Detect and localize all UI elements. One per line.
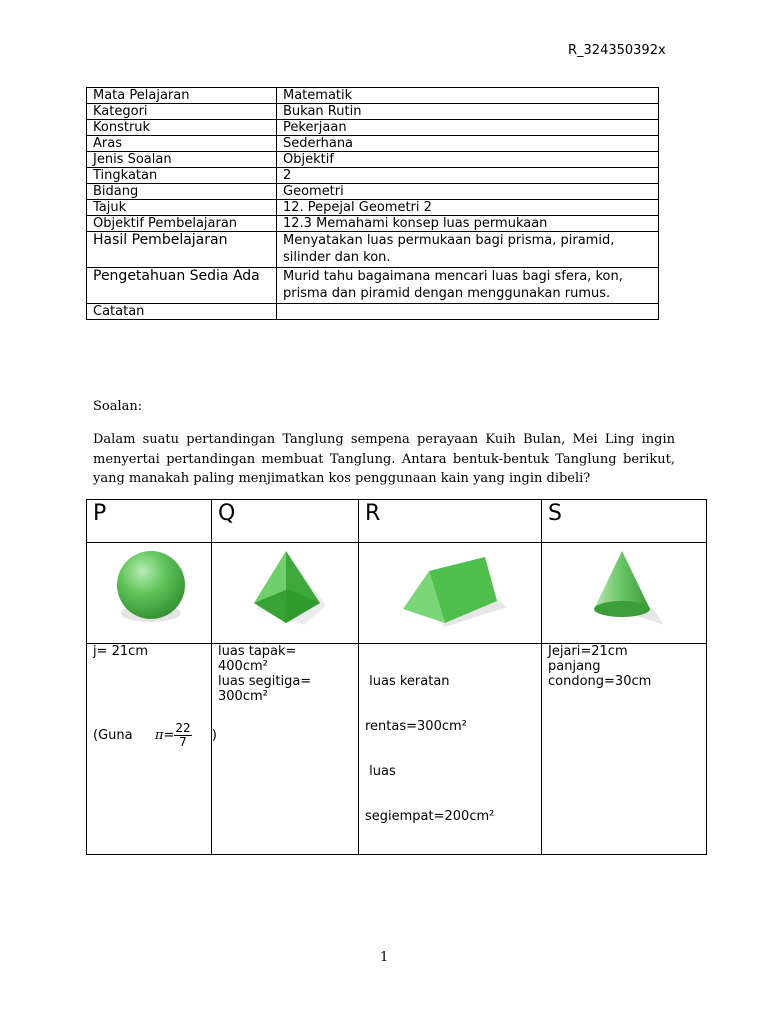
pi-equals: = bbox=[163, 728, 175, 743]
option-text bbox=[359, 644, 542, 855]
option-line: luas bbox=[365, 764, 396, 779]
table-row bbox=[87, 88, 659, 104]
option-image-row bbox=[87, 543, 707, 644]
meta-key: Jenis Soalan bbox=[87, 152, 277, 168]
pyramid-icon bbox=[230, 543, 340, 639]
fraction-numerator: 22 bbox=[175, 721, 191, 735]
table-row bbox=[87, 232, 659, 268]
meta-key: Tajuk bbox=[87, 200, 277, 216]
page-number: 1 bbox=[380, 950, 389, 965]
option-line: 300cm² bbox=[218, 689, 268, 704]
options-table bbox=[86, 499, 707, 855]
meta-value: 2 bbox=[277, 168, 659, 184]
meta-key: Kategori bbox=[87, 104, 277, 120]
option-text-row bbox=[87, 644, 707, 855]
meta-key: Objektif Pembelajaran bbox=[87, 216, 277, 232]
table-row bbox=[87, 120, 659, 136]
meta-value: Objektif bbox=[277, 152, 659, 168]
table-row bbox=[87, 168, 659, 184]
meta-value: Bukan Rutin bbox=[277, 104, 659, 120]
question-label: Soalan: bbox=[93, 399, 143, 414]
sphere-icon bbox=[99, 543, 199, 639]
meta-key: Tingkatan bbox=[87, 168, 277, 184]
option-line: panjang bbox=[548, 659, 601, 674]
option-label: Q bbox=[212, 500, 359, 543]
pi-symbol: π bbox=[154, 728, 164, 743]
meta-value: Menyatakan luas permukaan bagi prisma, piramid, silinder dan kon. bbox=[277, 232, 659, 268]
meta-value: Geometri bbox=[277, 184, 659, 200]
option-image-cell bbox=[212, 543, 359, 644]
option-image-cell bbox=[542, 543, 707, 644]
meta-value bbox=[277, 304, 659, 320]
option-line: segiempat=200cm² bbox=[365, 809, 495, 824]
pi-note-prefix: (Guna bbox=[93, 728, 133, 743]
option-line: luas segitiga= bbox=[218, 674, 312, 689]
meta-value: Matematik bbox=[277, 88, 659, 104]
fraction-denominator: 7 bbox=[179, 735, 187, 749]
table-row bbox=[87, 304, 659, 320]
pi-note bbox=[93, 722, 217, 749]
option-text bbox=[87, 644, 212, 855]
option-line: 400cm² bbox=[218, 659, 268, 674]
option-line: j= 21cm bbox=[93, 644, 148, 659]
meta-value: 12.3 Memahami konsep luas permukaan bbox=[277, 216, 659, 232]
table-row bbox=[87, 268, 659, 304]
table-row bbox=[87, 152, 659, 168]
pi-note-suffix: ) bbox=[211, 728, 217, 743]
option-label: S bbox=[542, 500, 707, 543]
option-line: condong=30cm bbox=[548, 674, 652, 689]
meta-value: Sederhana bbox=[277, 136, 659, 152]
meta-key: Hasil Pembelajaran bbox=[87, 232, 277, 268]
meta-key: Bidang bbox=[87, 184, 277, 200]
metadata-table bbox=[86, 87, 659, 320]
meta-key: Pengetahuan Sedia Ada bbox=[87, 268, 277, 304]
meta-key: Konstruk bbox=[87, 120, 277, 136]
cone-icon bbox=[574, 543, 674, 639]
document-id: R_324350392x bbox=[568, 43, 666, 58]
table-row bbox=[87, 200, 659, 216]
option-line: luas tapak= bbox=[218, 644, 297, 659]
pi-fraction bbox=[174, 722, 191, 749]
option-text bbox=[212, 644, 359, 855]
option-text bbox=[542, 644, 707, 855]
table-row bbox=[87, 216, 659, 232]
option-label: R bbox=[359, 500, 542, 543]
option-image-cell bbox=[359, 543, 542, 644]
table-row bbox=[87, 184, 659, 200]
option-line: Jejari=21cm bbox=[548, 644, 628, 659]
meta-value: Pekerjaan bbox=[277, 120, 659, 136]
meta-value: 12. Pepejal Geometri 2 bbox=[277, 200, 659, 216]
meta-key: Mata Pelajaran bbox=[87, 88, 277, 104]
prism-icon bbox=[385, 543, 515, 639]
meta-value: Murid tahu bagaimana mencari luas bagi sfera, kon, prisma dan piramid dengan menggunakan rumus. bbox=[277, 268, 659, 304]
option-label: P bbox=[87, 500, 212, 543]
option-line: rentas=300cm² bbox=[365, 719, 467, 734]
table-row bbox=[87, 104, 659, 120]
question-text: Dalam suatu pertandingan Tanglung sempena perayaan Kuih Bulan, Mei Ling ingin menyertai pertandingan membuat Tanglung. Antara bentuk-bentuk Tanglung berikut, yang manakah paling menjimatkan kos penggunaan kain yang ingin dibeli? bbox=[93, 432, 675, 486]
option-label-row bbox=[87, 500, 707, 543]
option-image-cell bbox=[87, 543, 212, 644]
meta-key: Catatan bbox=[87, 304, 277, 320]
option-line: luas keratan bbox=[365, 674, 450, 689]
meta-key: Aras bbox=[87, 136, 277, 152]
table-row bbox=[87, 136, 659, 152]
